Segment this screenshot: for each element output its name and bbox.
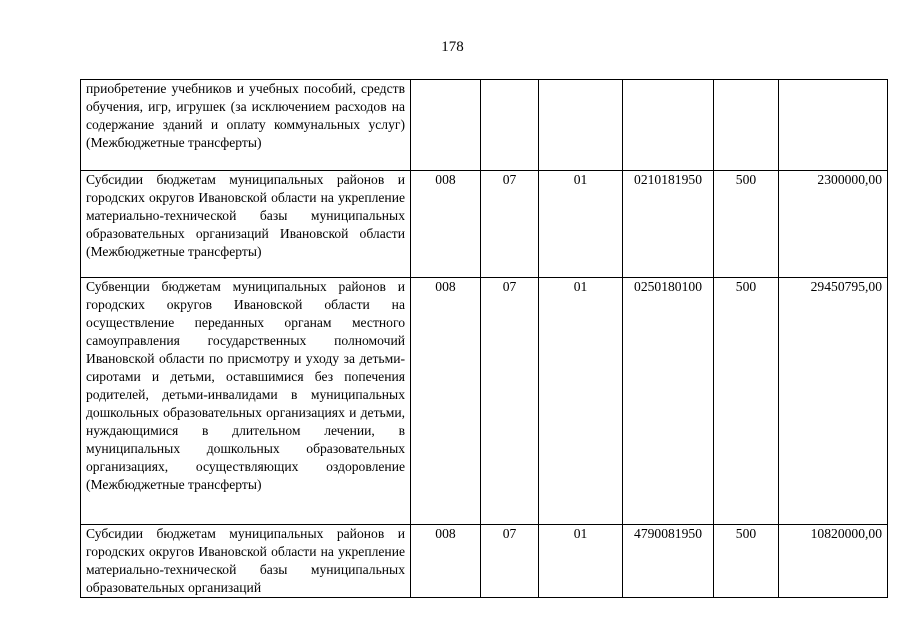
subsection-code-cell: 01 [539, 278, 623, 525]
amount-cell: 2300000,00 [779, 171, 888, 278]
section-code-cell: 07 [481, 171, 539, 278]
table-row [81, 80, 888, 171]
target-article-cell: 0250180100 [623, 278, 714, 525]
table-row [81, 171, 888, 278]
description-text: Субсидии бюджетам муниципальных районов и городских округов Ивановской области на укрепление материально-технической базы муниципальных образовательных организаций Ивановской области (Межбюджетные трансферты) [86, 172, 405, 259]
ministry-code-cell: 008 [411, 525, 481, 598]
description-text: приобретение учебников и учебных пособий, средств обучения, игр, игрушек (за исключением расходов на содержание зданий и оплату коммунальных услуг) (Межбюджетные трансферты) [86, 81, 405, 150]
budget-table [80, 79, 888, 598]
subsection-code-cell: 01 [539, 171, 623, 278]
target-article-cell [623, 80, 714, 171]
expense-type-cell: 500 [714, 171, 779, 278]
section-code-cell [481, 80, 539, 171]
expense-type-cell: 500 [714, 278, 779, 525]
expense-type-cell [714, 80, 779, 171]
section-code-cell: 07 [481, 278, 539, 525]
amount-cell: 29450795,00 [779, 278, 888, 525]
table-row [81, 278, 888, 525]
expense-type-cell: 500 [714, 525, 779, 598]
ministry-code-cell: 008 [411, 278, 481, 525]
description-cell [81, 171, 411, 278]
amount-cell [779, 80, 888, 171]
subsection-code-cell: 01 [539, 525, 623, 598]
ministry-code-cell [411, 80, 481, 171]
description-cell [81, 525, 411, 598]
description-cell [81, 278, 411, 525]
description-cell [81, 80, 411, 171]
target-article-cell: 4790081950 [623, 525, 714, 598]
table-row [81, 525, 888, 598]
description-text: Субвенции бюджетам муниципальных районов и городских округов Ивановской области на осуществление переданных органам местного самоуправления государственных полномочий Ивановской области по присмотру и уходу за детьми-сиротами и детьми, оставшимися без попечения родителей, детьми-инвалидами в муниципальных дошкольных образовательных организациях и детьми, нуждающимися в длительном лечении, в муниципальных дошкольных образовательных организациях, осуществляющих оздоровление (Межбюджетные трансферты) [86, 279, 405, 492]
target-article-cell: 0210181950 [623, 171, 714, 278]
description-text: Субсидии бюджетам муниципальных районов и городских округов Ивановской области на укрепление материально-технической базы муниципальных образовательных организаций [86, 526, 405, 595]
ministry-code-cell: 008 [411, 171, 481, 278]
section-code-cell: 07 [481, 525, 539, 598]
amount-cell: 10820000,00 [779, 525, 888, 598]
subsection-code-cell [539, 80, 623, 171]
page-number: 178 [441, 39, 464, 55]
